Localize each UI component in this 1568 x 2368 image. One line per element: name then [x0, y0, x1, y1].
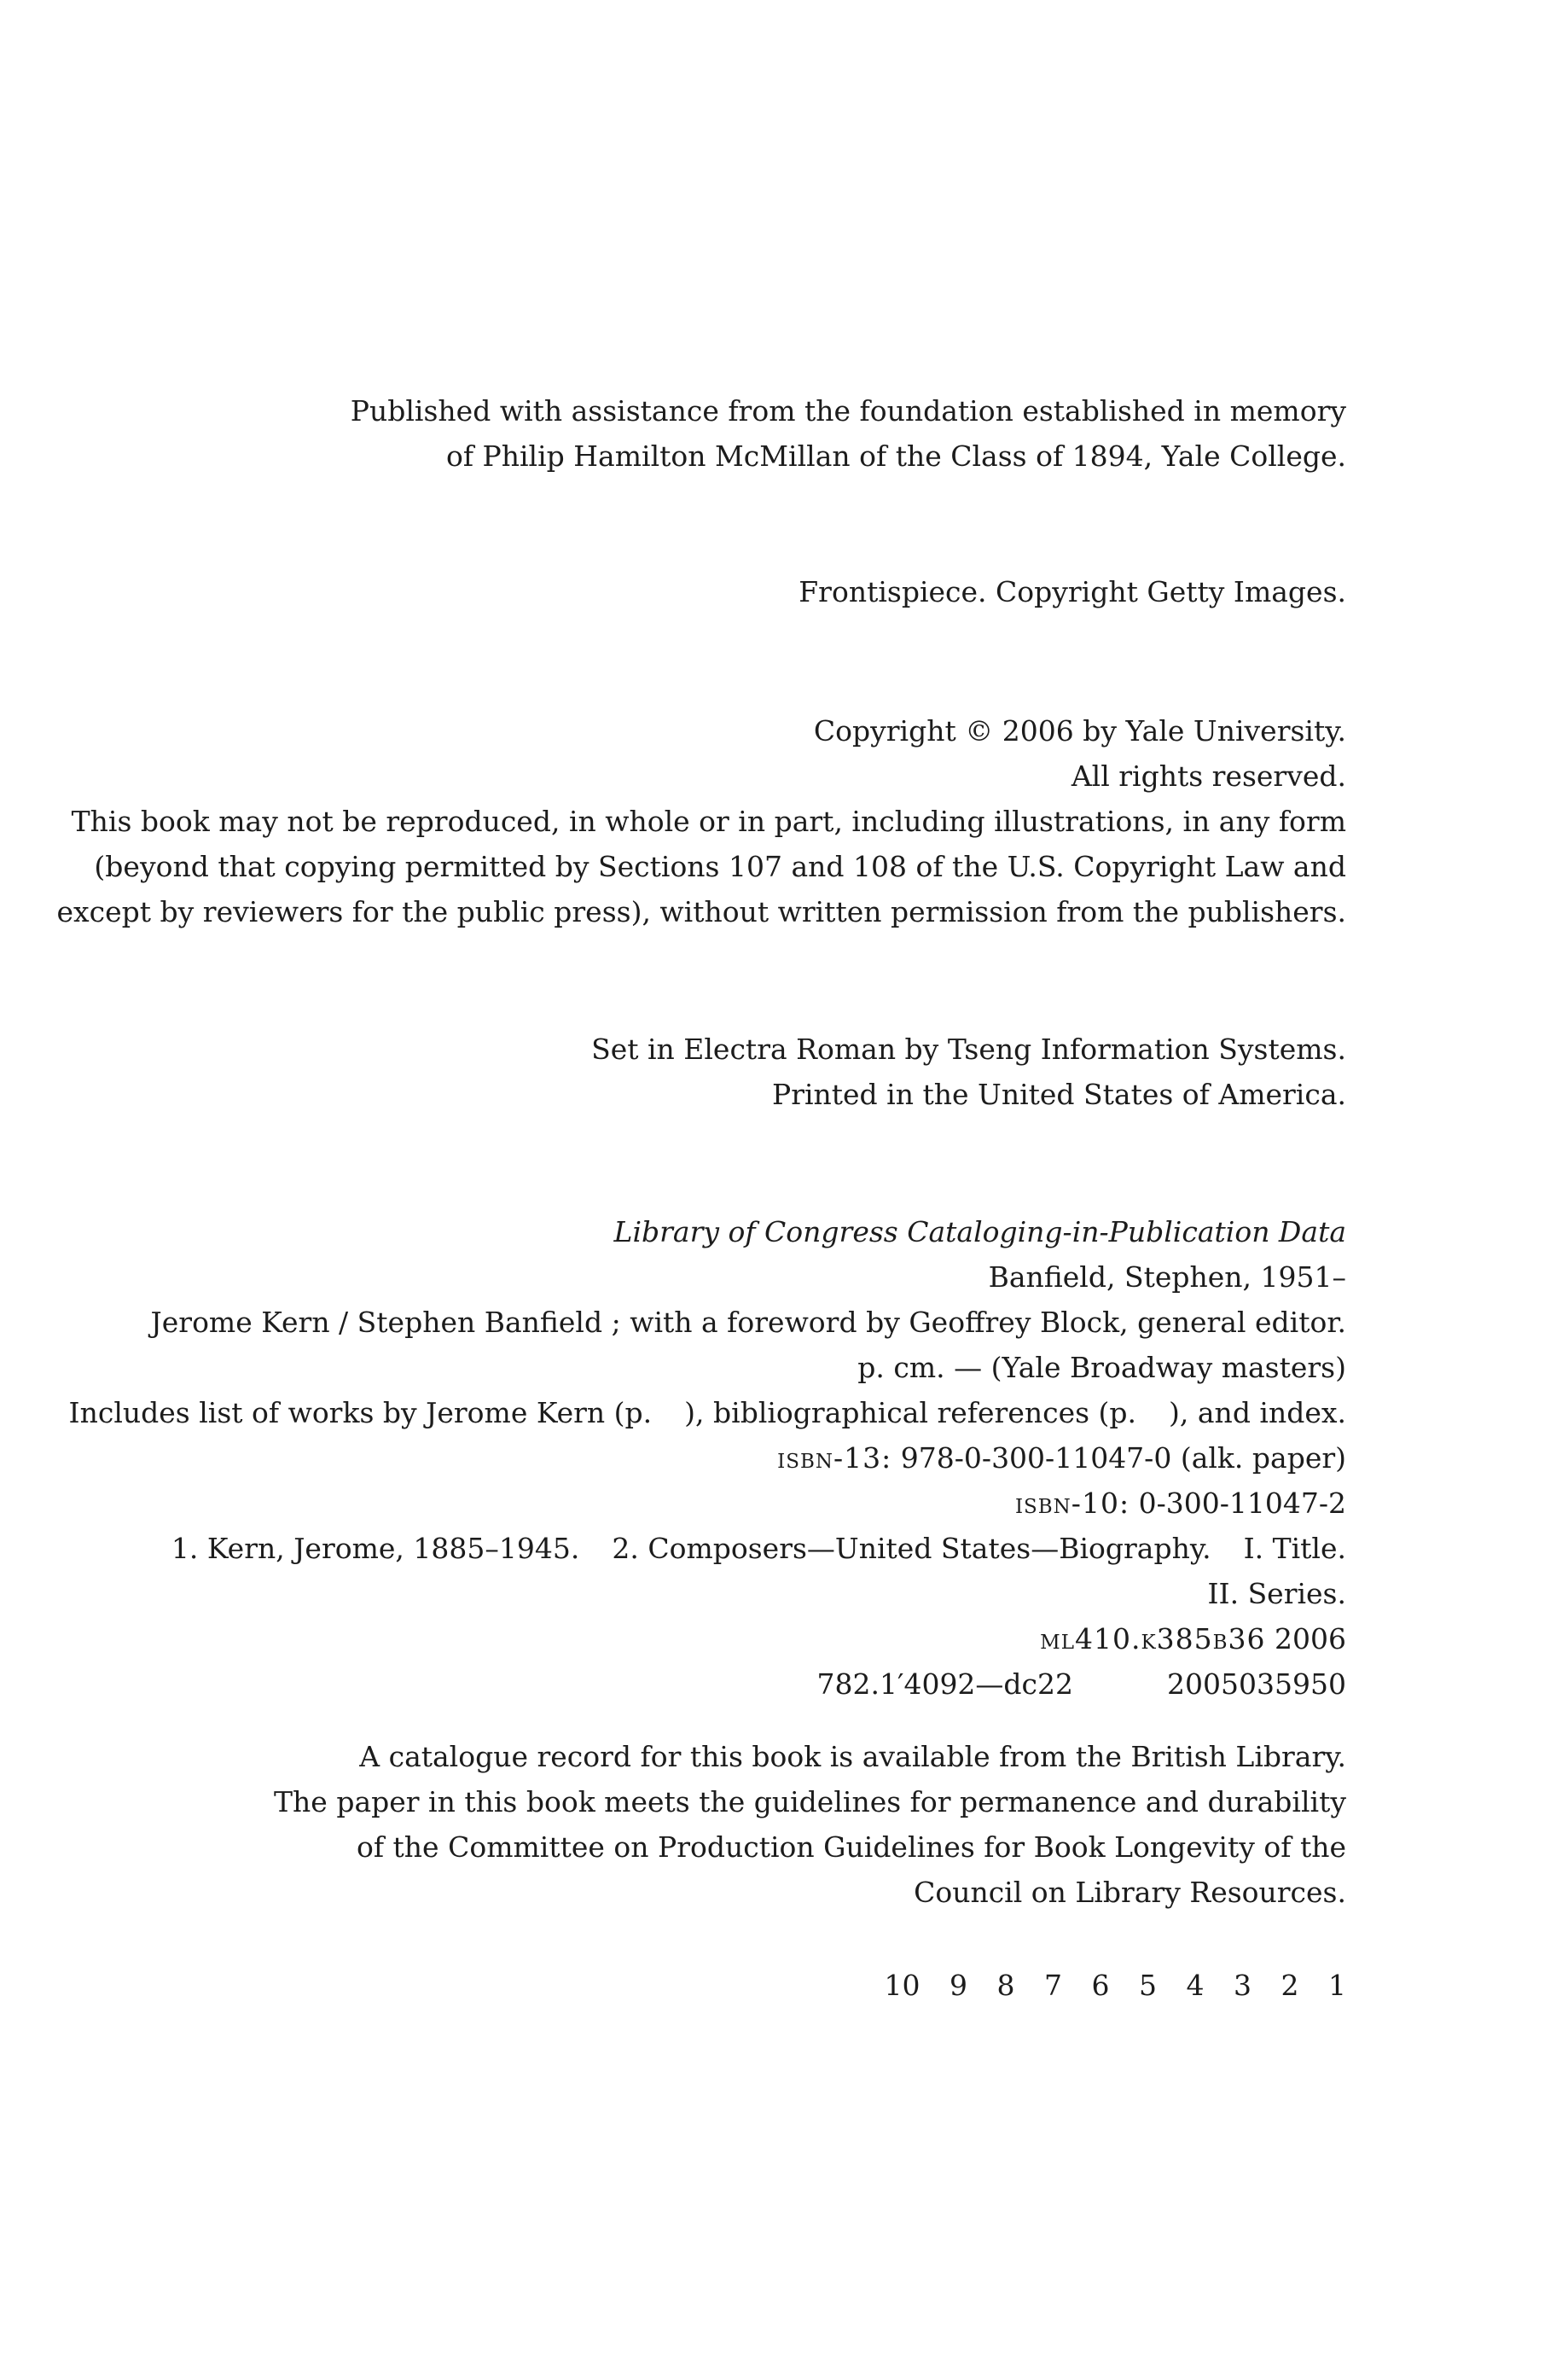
print-digit: 1 [1328, 1969, 1346, 2002]
cip-lcc: ml410.k385b36 2006 [1040, 1622, 1346, 1655]
print-digit: 3 [1234, 1969, 1251, 2002]
cip-dewey-lccn [69, 1661, 1346, 1707]
copyright-line-5: except by reviewers for the public press), without written permission from the publishers. [56, 895, 1346, 928]
cip-title: Jerome Kern / Stephen Banfield ; with a foreword by Geoffrey Block, general editor. [150, 1306, 1346, 1339]
cip-series: II. Series. [1207, 1577, 1346, 1610]
cip-isbn13 [69, 1435, 1346, 1481]
cip-subjects: 1. Kern, Jerome, 1885–1945. 2. Composers—United States—Biography. I. Title. [171, 1532, 1346, 1565]
cip-isbn10 [69, 1481, 1346, 1526]
assistance-line-1: Published with assistance from the foundation established in memory [350, 394, 1346, 428]
assistance-line-2: of Philip Hamilton McMillan of the Class of 1894, Yale College. [445, 439, 1346, 473]
copyright-line-2: All rights reserved. [1071, 759, 1346, 793]
print-digit: 6 [1091, 1969, 1110, 2002]
copyright-notice [57, 708, 1346, 934]
production-line-2: Printed in the United States of America. [771, 1078, 1346, 1111]
production-note [591, 1027, 1346, 1117]
print-digit: 10 [884, 1969, 920, 2002]
assistance-note [351, 388, 1346, 479]
copyright-line-3: This book may not be reproduced, in whole or in part, including illustrations, in any form [71, 805, 1346, 838]
print-digit: 7 [1044, 1969, 1062, 2002]
frontispiece-credit [799, 569, 1346, 614]
isbn10-value: 0-300-11047-2 [1138, 1487, 1346, 1520]
isbn13-value: 978-0-300-11047-0 (alk. paper) [900, 1441, 1346, 1475]
isbn10-label: isbn-10: [1014, 1487, 1130, 1520]
print-digit: 9 [950, 1969, 967, 2002]
print-digit: 8 [996, 1969, 1015, 2002]
cip-pagination: p. cm. — (Yale Broadway masters) [857, 1351, 1346, 1384]
frontispiece-line: Frontispiece. Copyright Getty Images. [799, 575, 1346, 608]
cip-includes: Includes list of works by Jerome Kern (p. ), bibliographical references (p. ), and index. [68, 1396, 1346, 1429]
isbn13-label: isbn-13: [777, 1441, 892, 1475]
cip-heading: Library of Congress Cataloging-in-Publication Data [613, 1215, 1346, 1248]
library-notes [274, 1734, 1346, 1915]
print-digit: 2 [1281, 1969, 1299, 2002]
notes-line-4: Council on Library Resources. [914, 1876, 1346, 1909]
notes-line-1: A catalogue record for this book is available from the British Library. [359, 1740, 1346, 1773]
notes-line-3: of the Committee on Production Guidelines for Book Longevity of the [356, 1830, 1346, 1864]
production-line-1: Set in Electra Roman by Tseng Information Systems. [591, 1033, 1346, 1066]
print-digit: 4 [1186, 1969, 1205, 2002]
cip-data [69, 1209, 1346, 1707]
print-digit: 5 [1139, 1969, 1157, 2002]
copyright-line-1: Copyright © 2006 by Yale University. [813, 714, 1346, 748]
cip-author: Banfield, Stephen, 1951– [988, 1260, 1346, 1294]
printing-line [864, 1963, 1347, 2008]
copyright-line-4: (beyond that copying permitted by Sections 107 and 108 of the U.S. Copyright Law and [94, 850, 1346, 883]
print-digits [864, 1963, 1347, 2008]
dewey-number: 782.1′4092—dc22 [816, 1667, 1074, 1701]
lccn: 2005035950 [1167, 1667, 1346, 1701]
notes-line-2: The paper in this book meets the guidelines for permanence and durability [274, 1785, 1346, 1818]
